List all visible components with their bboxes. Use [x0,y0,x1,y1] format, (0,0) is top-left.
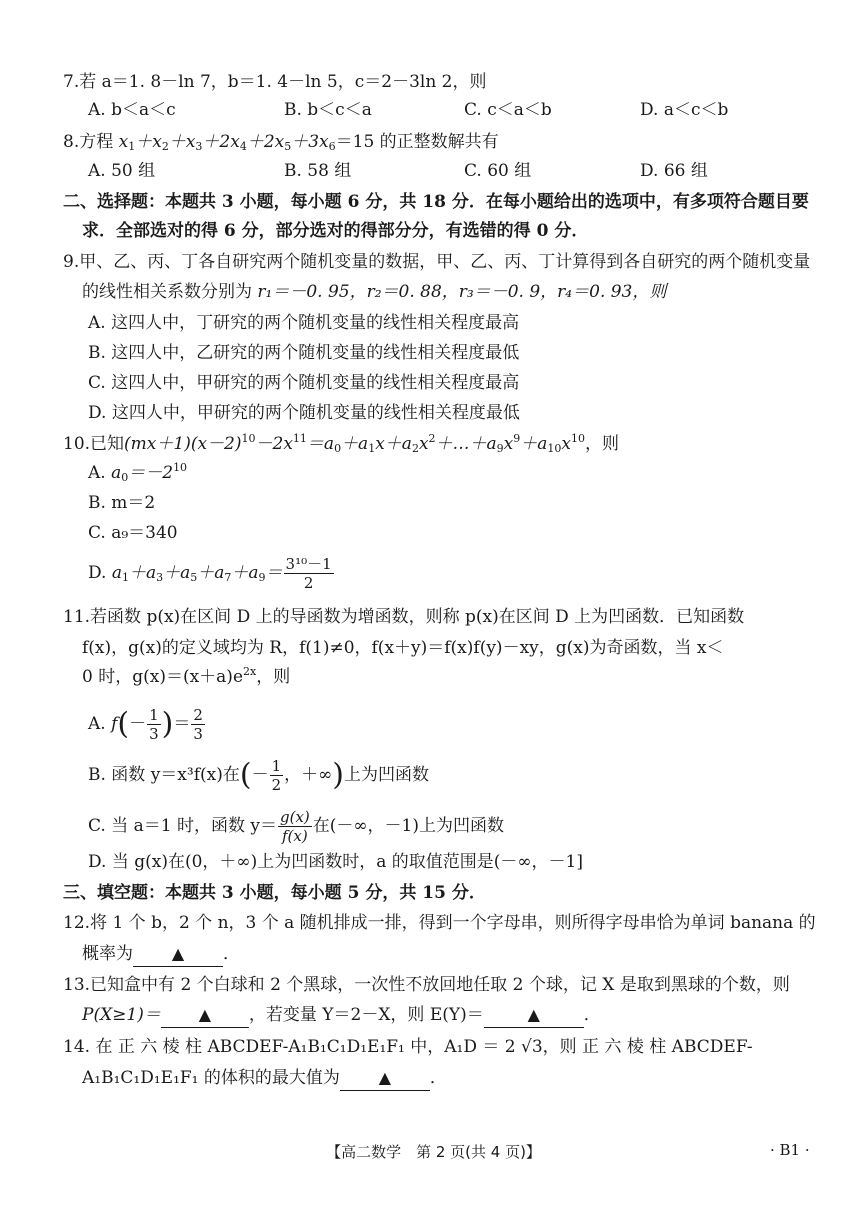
q9-option-c: C. 这四人中，甲研究的两个随机变量的线性相关程度最高 [88,373,520,393]
q10-option-d-denominator: 2 [303,574,314,592]
q14-stem-suffix: ． [429,1068,447,1088]
q7-option-c: C. c＜a＜b [464,100,552,120]
q14-stem-prefix: A₁B₁C₁D₁E₁F₁ 的体积的最大值为 [82,1068,340,1088]
q10-option-d: D. $a_1+a_3+a_5+a_7+a_9=$ $\frac{\text{3¹⁰－1}}{2}$ [88,555,332,592]
q14-stem-line1: 14. 在 正 六 棱 柱 ABCDEF-A₁B₁C₁D₁E₁F₁ 中，A₁D ＝ 2 √3，则 正 六 棱 柱 ABCDEF- [63,1037,753,1057]
q9-stem-prefix: 的线性相关系数分别为 [82,282,252,302]
q10-option-d-fraction [284,555,334,592]
q11-option-a-rhs-numerator: 2 [193,706,203,724]
q10-equation: $(mx+1)(x-2)^{10}-2x^{11}=a_0+a_1x+a_2x^2+\dots+a_9x^9+a_{10}x^{10}$ [124,432,585,455]
q7-option-d: D. a＜c＜b [640,100,729,120]
q14-stem-line2 [82,1066,447,1091]
q10-option-d-numerator: 3¹⁰－1 [285,555,332,573]
q13-stem-line2 [82,1003,601,1028]
triangle-mark-icon: ▲ [378,1068,392,1087]
q11-option-b-fraction [270,757,284,794]
q13-prob-expression: P(X≥1)＝ [82,1005,161,1025]
q11-option-c [88,808,504,845]
q11-option-a-denominator: 3 [149,725,159,743]
q11-option-a-rhs-fraction [191,706,205,743]
q13-stem-middle: ，若变量 Y＝2－X，则 E(Y)＝ [248,1005,484,1025]
q9-correlation-values: r₁＝－0. 95，r₂＝0. 88，r₃＝－0. 9，r₄＝0. 93，则 [257,282,667,302]
section2-heading-line1: 二、选择题：本题共 3 小题，每小题 6 分，共 18 分．在每小题给出的选项中，有多项符合题目要 [63,192,809,212]
q11-option-d: D. 当 g(x)在(0，＋∞)上为凹函数时，a 的取值范围是(－∞，－1] [88,852,583,872]
q12-answer-blank[interactable] [133,942,223,967]
q11-option-a: A. f(－ $\frac{1}{3}$ )＝ $\frac{2}{3}$ [88,706,203,743]
q13-stem-suffix: ． [583,1005,601,1025]
q9-option-d: D. 这四人中，甲研究的两个随机变量的线性相关程度最低 [88,403,520,423]
q11-option-c-suffix: 在(－∞，－1)上为凹函数 [312,816,504,836]
section2-heading-line2: 求．全部选对的得 6 分，部分选对的得部分分，有选错的得 0 分． [82,221,589,241]
q12-stem-suffix: ． [223,944,240,964]
q12-stem-line1: 12.将 1 个 b，2 个 n，3 个 a 随机排成一排，得到一个字母串，则所得字母串恰为单词 banana 的 [63,913,816,933]
q14-answer-blank[interactable] [340,1066,430,1091]
page-code: · B1 · [770,1141,810,1159]
q11-option-c-prefix: C. 当 a＝1 时，函数 y＝ [88,816,277,836]
q11-stem-line1: 11.若函数 p(x)在区间 D 上的导函数为增函数，则称 p(x)在区间 D 上为凹函数．已知函数 [63,607,745,627]
q7-stem: 7.若 a＝1. 8－ln 7，b＝1. 4－ln 5，c＝2－3ln 2，则 [63,72,487,92]
q10-stem-prefix: 10.已知 [63,434,125,454]
triangle-mark-icon: ▲ [198,1005,212,1024]
q10-option-c: C. a₉＝340 [88,523,178,543]
q11-exponent: 2x [243,665,257,678]
q13-answer-blank-2[interactable] [484,1003,584,1028]
q13-answer-blank-1[interactable] [161,1003,249,1028]
q11-stem-line3 [82,665,290,689]
q11-option-a-fraction [147,706,161,743]
q11-option-a-rhs-denominator: 3 [193,725,203,743]
q11-stem-line3-suffix: ，则 [256,667,291,687]
q11-option-c-fraction [278,808,312,845]
q11-option-c-denominator: f(x) [282,827,308,845]
q11-option-c-numerator: g(x) [279,808,310,826]
q11-stem-line2: f(x)，g(x)的定义域均为 R，f(1)≠0，f(x＋y)＝f(x)f(y)－xy，g(x)为奇函数，当 x＜ [82,638,724,658]
q11-option-b-prefix: B. 函数 y＝x³f(x)在 [88,765,240,785]
q8-stem-suffix: ＝15 的正整数解共有 [335,132,499,152]
q8-equation: $x_1+x_2+x_3+2x_4+2x_5+3x_6$ [118,132,336,153]
q10-option-b: B. m＝2 [88,493,156,513]
q9-option-b: B. 这四人中，乙研究的两个随机变量的线性相关程度最低 [88,343,520,363]
q7-option-a: A. b＜a＜c [88,100,176,120]
section3-heading: 三、填空题：本题共 3 小题，每小题 5 分，共 15 分． [63,883,486,903]
q7-option-b: B. b＜c＜a [284,100,372,120]
q10-option-a: A. $a_0=-2^{10}$ [88,461,188,484]
q8-option-c: C. 60 组 [464,161,532,181]
q11-option-b-denominator: 2 [271,776,282,794]
triangle-mark-icon: ▲ [527,1005,540,1024]
q9-option-a: A. 这四人中，丁研究的两个随机变量的线性相关程度最高 [88,313,520,333]
q10-stem [63,432,619,456]
q11-stem-line3-prefix: 0 时，g(x)＝(x＋a)e [82,667,244,687]
q11-option-b: B. 函数 y＝x³f(x)在(－ $\frac{1}{2}$ ，＋∞)上为凹函数 [88,757,430,794]
q11-option-b-suffix: 上为凹函数 [344,765,430,785]
q9-stem-line1: 9.甲、乙、丙、丁各自研究两个随机变量的数据，甲、乙、丙、丁计算得到各自研究的两个随机变量 [63,252,811,272]
q12-stem-prefix: 概率为 [82,944,133,964]
q8-stem [63,130,499,154]
triangle-mark-icon: ▲ [171,944,185,963]
q9-stem-line2 [82,280,666,304]
q8-stem-prefix: 8.方程 [63,132,114,152]
q10-stem-suffix: ，则 [585,434,619,454]
q11-option-b-numerator: 1 [271,757,282,775]
q8-option-d: D. 66 组 [640,161,708,181]
page-footer: 【高二数学 第 2 页(共 4 页)】 [326,1143,541,1161]
q8-option-a: A. 50 组 [88,161,156,181]
q13-stem-line1: 13.已知盒中有 2 个白球和 2 个黑球，一次性不放回地任取 2 个球，记 X 是取到黑球的个数，则 [63,975,790,995]
q8-option-b: B. 58 组 [284,161,352,181]
q12-stem-line2 [82,942,240,967]
q11-option-a-numerator: 1 [149,706,159,724]
